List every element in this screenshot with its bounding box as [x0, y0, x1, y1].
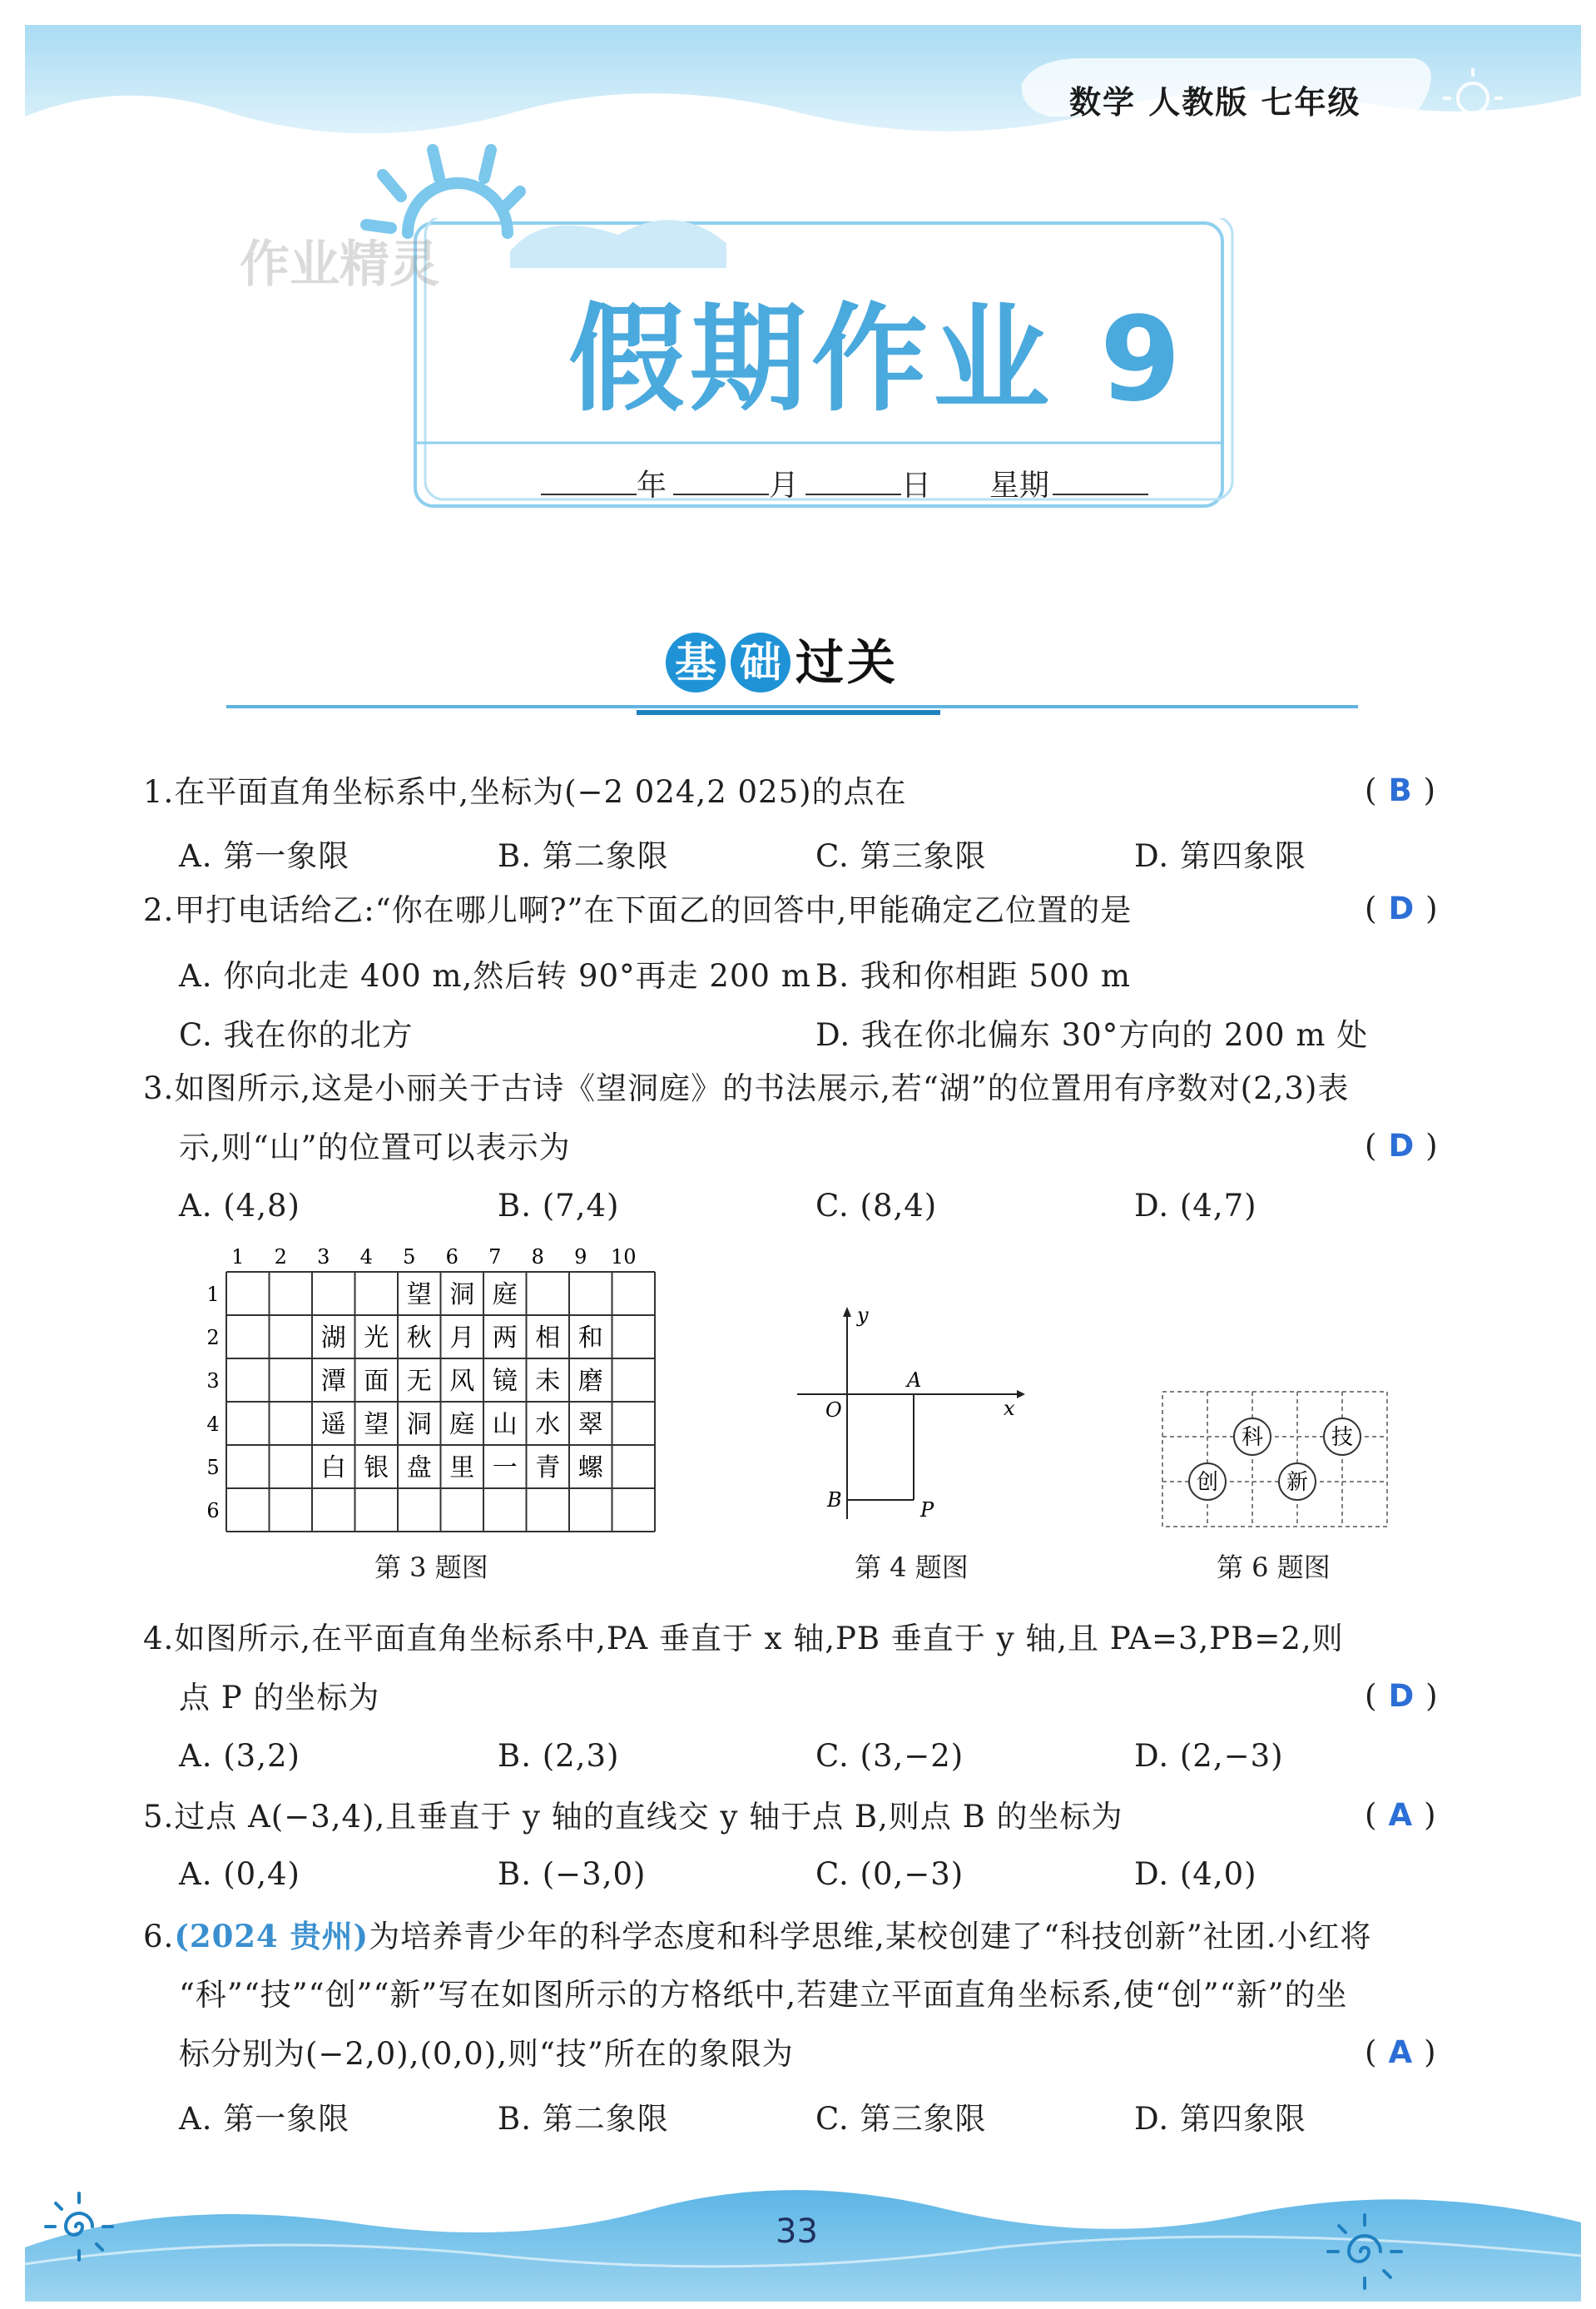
year-label: 年	[637, 469, 667, 503]
subject-label: 数学 人教版 七年级	[1069, 84, 1361, 121]
watermark-text: 作业精灵	[240, 236, 439, 294]
row-label: 2	[206, 1326, 220, 1349]
question-text: 在平面直角坐标系中,坐标为(−2 024,2 025)的点在	[174, 774, 907, 810]
grid-character: 镜	[492, 1367, 518, 1396]
answer-1: ( B )	[1365, 772, 1436, 808]
char-chuang	[1189, 1463, 1226, 1500]
page-title: 假期作业 9	[568, 292, 1187, 428]
figure-3-caption: 第 3 题图	[374, 1552, 488, 1583]
section-heading	[666, 633, 949, 708]
q4-option-d: D. (2,−3)	[1134, 1738, 1284, 1774]
question-number: 6.	[143, 1919, 175, 1954]
q1-option-b: B. 第二象限	[498, 838, 669, 874]
answer-value: D	[1388, 1678, 1415, 1714]
label-x: x	[1004, 1397, 1015, 1420]
grid-character: 面	[364, 1367, 389, 1396]
grid-character: 月	[449, 1323, 475, 1353]
row-label: 1	[206, 1283, 220, 1306]
week-label: 星期	[989, 469, 1050, 503]
label-a: A	[907, 1368, 922, 1392]
question-text: 甲打电话给乙:“你在哪儿啊?”在下面乙的回答中,甲能确定乙位置的是	[174, 892, 1133, 928]
grid-character: 光	[364, 1323, 389, 1353]
q1-option-a: A. 第一象限	[179, 838, 350, 874]
answer-3: ( D )	[1365, 1128, 1438, 1164]
question-text: 为培养青少年的科学态度和科学思维,某校创建了“科技创新”社团.小红将	[369, 1919, 1372, 1954]
q5-option-c: C. (0,−3)	[815, 1856, 964, 1892]
question-text: 过点 A(−3,4),且垂直于 y 轴的直线交 y 轴于点 B,则点 B 的坐标为	[174, 1799, 1123, 1835]
sun-swirl-icon	[1323, 2210, 1406, 2293]
question-5	[143, 1797, 1123, 1837]
figure-4-caption: 第 4 题图	[855, 1552, 969, 1583]
grid-character: 洞	[449, 1280, 475, 1309]
grid-character: 望	[406, 1280, 432, 1309]
answer-value: D	[1388, 1128, 1415, 1164]
question-3	[143, 1069, 1349, 1109]
answer-value: D	[1388, 891, 1415, 926]
q4-option-c: C. (3,−2)	[815, 1738, 964, 1774]
grid-character: 风	[449, 1367, 475, 1396]
char-ji-label: 技	[1331, 1425, 1354, 1450]
figure-3-grid	[191, 1240, 674, 1540]
question-3-line2: 示,则“山”的位置可以表示为	[179, 1130, 571, 1165]
answer-5: ( A )	[1365, 1797, 1436, 1833]
answer-6: ( A )	[1365, 2034, 1436, 2070]
month-blank[interactable]	[673, 469, 769, 495]
grid-character: 一	[492, 1453, 518, 1482]
column-label: 7	[488, 1245, 502, 1269]
year-blank[interactable]	[541, 469, 637, 495]
column-label: 9	[574, 1245, 587, 1269]
column-label: 6	[445, 1245, 458, 1269]
question-number: 4.	[143, 1621, 175, 1656]
grid-character: 望	[364, 1410, 389, 1439]
grid-character: 庭	[492, 1280, 518, 1309]
grid-character: 翠	[577, 1410, 603, 1439]
char-ke	[1234, 1418, 1271, 1455]
grid-character: 无	[406, 1367, 432, 1396]
section-rule-accent	[637, 710, 940, 715]
question-number: 3.	[143, 1070, 175, 1106]
char-chuang-label: 创	[1196, 1470, 1219, 1495]
grid-character: 青	[535, 1453, 561, 1482]
q4-option-a: A. (3,2)	[179, 1738, 300, 1774]
column-label: 8	[531, 1245, 544, 1269]
row-label: 6	[206, 1499, 220, 1522]
figure-4-axes	[791, 1299, 1032, 1532]
grid-character: 湖	[320, 1323, 346, 1353]
char-xin	[1279, 1463, 1316, 1500]
row-label: 4	[206, 1413, 220, 1436]
char-ke-label: 科	[1241, 1425, 1264, 1450]
question-text: 如图所示,这是小丽关于古诗《望洞庭》的书法展示,若“湖”的位置用有序数对(2,3)表	[174, 1070, 1350, 1106]
label-o: O	[825, 1398, 842, 1422]
answer-value: A	[1388, 2034, 1413, 2070]
grid-character: 白	[320, 1453, 346, 1482]
q2-option-b: B. 我和你相距 500 m	[815, 958, 1131, 994]
q5-option-b: B. (−3,0)	[498, 1856, 647, 1892]
column-label: 4	[359, 1245, 373, 1269]
grid-character: 潭	[320, 1367, 346, 1396]
grid-character: 相	[535, 1323, 561, 1353]
day-blank[interactable]	[805, 469, 901, 495]
x-axis-arrow-icon	[1017, 1390, 1025, 1398]
grid-character: 两	[492, 1323, 518, 1353]
q1-option-c: C. 第三象限	[815, 838, 987, 874]
char-ji	[1324, 1418, 1361, 1455]
q2-option-a: A. 你向北走 400 m,然后转 90°再走 200 m	[179, 958, 811, 994]
question-6	[143, 1916, 1372, 1957]
column-label: 3	[317, 1245, 330, 1269]
dashed-grid-lines	[1162, 1392, 1387, 1527]
question-6-line2: “科”“技”“创”“新”写在如图所示的方格纸中,若建立平面直角坐标系,使“创”“新”的坐	[179, 1977, 1348, 2013]
week-blank[interactable]	[1053, 469, 1148, 495]
char-xin-label: 新	[1286, 1470, 1309, 1495]
column-label: 10	[610, 1245, 637, 1269]
grid-character: 里	[449, 1453, 475, 1482]
q6-option-c: C. 第三象限	[815, 2101, 987, 2137]
grid-character: 未	[535, 1367, 561, 1396]
q6-option-b: B. 第二象限	[498, 2101, 669, 2137]
column-label: 1	[231, 1245, 245, 1269]
row-label: 3	[206, 1369, 220, 1393]
q3-option-c: C. (8,4)	[815, 1188, 938, 1224]
grid-character: 螺	[577, 1453, 603, 1482]
figure-6-caption: 第 6 题图	[1217, 1552, 1331, 1583]
q5-option-d: D. (4,0)	[1134, 1856, 1257, 1892]
month-label: 月	[769, 469, 800, 503]
question-number: 1.	[143, 774, 175, 810]
figure-6-grid	[1152, 1382, 1394, 1540]
section-char-2: 础	[731, 633, 791, 693]
grid-character: 秋	[406, 1323, 432, 1353]
q5-option-a: A. (0,4)	[179, 1856, 300, 1892]
question-2	[143, 891, 1132, 931]
column-label: 2	[274, 1245, 287, 1269]
section-char-1: 基	[666, 633, 726, 693]
grid-character: 磨	[577, 1367, 603, 1396]
question-text: 如图所示,在平面直角坐标系中,PA 垂直于 x 轴,PB 垂直于 y 轴,且 PA=3,PB=2,则	[174, 1621, 1344, 1656]
grid-character: 水	[535, 1410, 561, 1439]
q3-option-a: A. (4,8)	[179, 1188, 300, 1224]
grid-character: 盘	[406, 1453, 432, 1482]
label-b: B	[827, 1488, 842, 1512]
row-label: 5	[206, 1456, 220, 1479]
q3-option-d: D. (4,7)	[1134, 1188, 1257, 1224]
question-4-line2: 点 P 的坐标为	[179, 1680, 380, 1716]
grid-character: 庭	[449, 1410, 475, 1439]
q2-option-c: C. 我在你的北方	[179, 1017, 414, 1053]
question-1	[143, 772, 907, 812]
section-rule	[226, 705, 1358, 708]
grid-character: 和	[577, 1323, 603, 1353]
page-number: 33	[776, 2212, 818, 2251]
q6-option-d: D. 第四象限	[1134, 2101, 1306, 2137]
column-label: 5	[403, 1245, 416, 1269]
q3-option-b: B. (7,4)	[498, 1188, 620, 1224]
grid-character: 洞	[406, 1410, 432, 1439]
sun-swirl-icon	[42, 2189, 116, 2264]
q2-option-d: D. 我在你北偏东 30°方向的 200 m 处	[815, 1017, 1369, 1053]
question-6-line3: 标分别为(−2,0),(0,0),则“技”所在的象限为	[179, 2036, 794, 2072]
question-4	[143, 1619, 1344, 1659]
question-number: 5.	[143, 1799, 175, 1835]
day-label: 日	[901, 469, 932, 503]
answer-2: ( D )	[1365, 891, 1438, 926]
grid-character: 遥	[320, 1410, 346, 1439]
answer-value: B	[1388, 772, 1412, 808]
answer-value: A	[1388, 1797, 1413, 1833]
label-y: y	[857, 1303, 869, 1327]
grid-character: 银	[364, 1453, 389, 1482]
question-number: 2.	[143, 892, 175, 928]
source-tag: (2024 贵州)	[174, 1918, 369, 1954]
answer-4: ( D )	[1365, 1678, 1438, 1714]
section-rest: 过关	[796, 634, 900, 691]
grid-character: 山	[492, 1410, 518, 1439]
q4-option-b: B. (2,3)	[498, 1738, 620, 1774]
q6-option-a: A. 第一象限	[179, 2101, 350, 2137]
q1-option-d: D. 第四象限	[1134, 838, 1306, 874]
date-line	[541, 462, 1148, 504]
y-axis-arrow-icon	[843, 1307, 851, 1317]
label-p: P	[920, 1498, 934, 1522]
